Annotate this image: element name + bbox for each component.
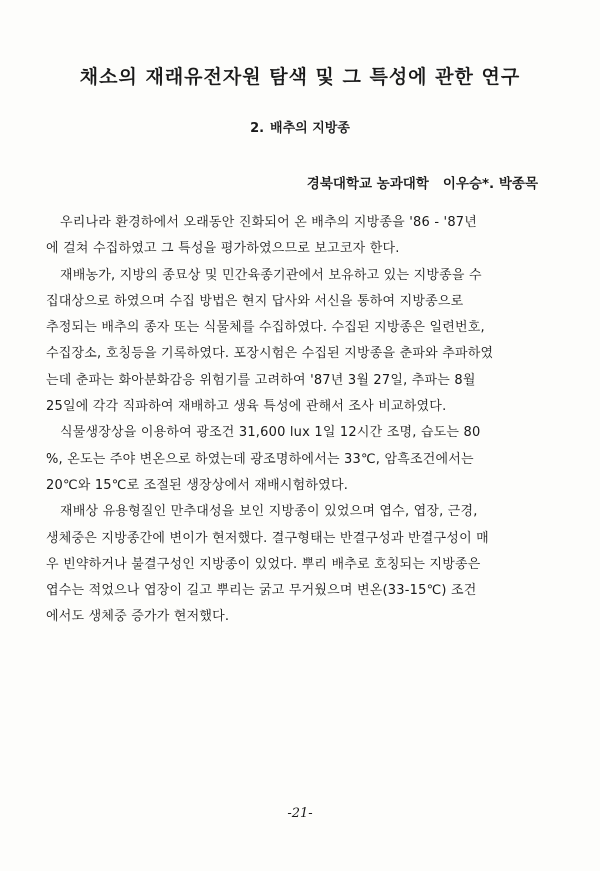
affiliation: 경북대학교 농과대학	[306, 176, 429, 192]
text-line: 식물생장상을 이용하여 광조건 31,600 lux 1일 12시간 조명, 습도는 80	[60, 425, 481, 441]
text-line: 집대상으로 하였으며 수집 방법은 현지 답사와 서신을 통하여 지방종으로	[46, 293, 464, 309]
text-line: 추정되는 배추의 종자 또는 식물체를 수집하였다. 수집된 지방종은 일련번호,	[46, 320, 485, 336]
author-first: 이우승*	[442, 176, 490, 192]
text-line: 엽수는 적었으나 엽장이 길고 뿌리는 굵고 무거웠으며 변온(33-15℃) 조건	[46, 583, 477, 599]
subtitle-number: 2.	[250, 121, 265, 136]
paper-title: 채소의 재래유전자원 탐색 및 그 특성에 관한 연구	[79, 66, 521, 88]
text-line: 생체중은 지방종간에 변이가 현저했다. 결구형태는 반결구성과 반결구성이 매	[46, 530, 489, 546]
abstract-body	[46, 210, 544, 631]
author-second: . 박종목	[489, 176, 538, 192]
text-line: 재배농가, 지방의 종묘상 및 민간육종기관에서 보유하고 있는 지방종을 수	[60, 267, 482, 283]
author-line	[307, 172, 538, 192]
text-line: %, 온도는 주야 변온으로 하였는데 광조명하에서는 33℃, 암흑조건에서는	[46, 451, 474, 467]
paper-subtitle	[0, 117, 600, 136]
text-line: 20℃와 15℃로 조절된 생장상에서 재배시험하였다.	[46, 477, 349, 493]
subtitle-text: 배추의 지방종	[270, 121, 350, 136]
text-line: 25일에 각각 직파하여 재배하고 생육 특성에 관해서 조사 비교하였다.	[46, 399, 447, 415]
text-line: 우리나라 환경하에서 오래동안 진화되어 온 배추의 지방종을 '86 - '87년	[60, 215, 478, 230]
page-number: -21-	[287, 806, 313, 821]
text-line: 재배상 유용형질인 만추대성을 보인 지방종이 있었으며 엽수, 엽장, 근경,	[60, 504, 478, 520]
text-line: 에서도 생체중 증가가 현저했다.	[46, 609, 230, 625]
text-line: 우 빈약하거나 불결구성인 지방종이 있었다. 뿌리 배추로 호칭되는 지방종은	[46, 556, 481, 572]
text-line: 에 걸쳐 수집하였고 그 특성을 평가하였으므로 보고코자 한다.	[46, 241, 400, 257]
text-line: 는데 춘파는 화아분화감응 위험기를 고려하여 '87년 3월 27일, 추파는 8월	[46, 372, 476, 388]
text-line: 수집장소, 호칭등을 기록하였다. 포장시험은 수집된 지방종을 춘파와 추파하였	[46, 346, 494, 362]
